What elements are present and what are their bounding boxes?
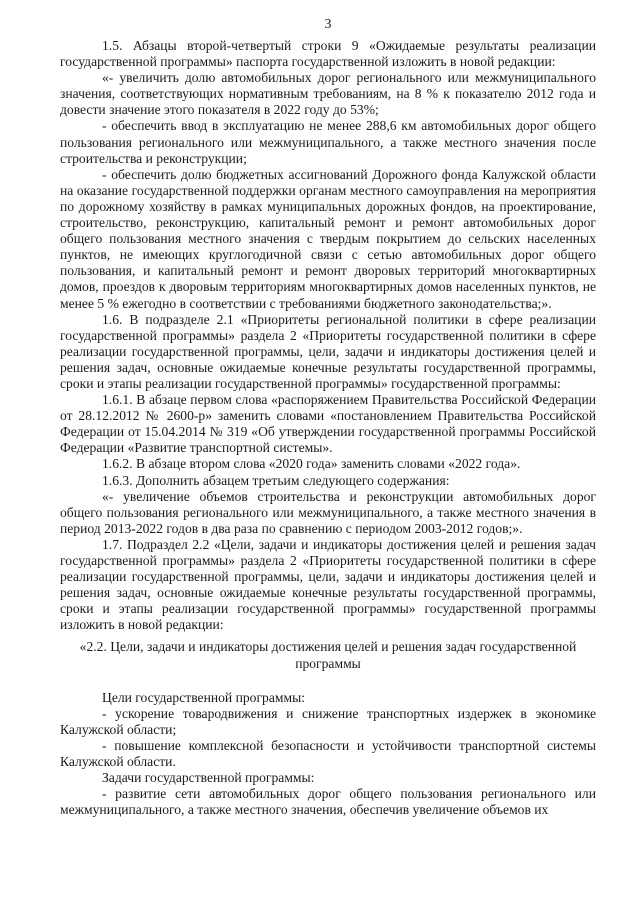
- paragraph-1-7: 1.7. Подраздел 2.2 «Цели, задачи и индикаторы достижения целей и решения задач государственной программы» раздела 2 «Приоритеты государственной политики в сфере реализации государственной программы, цели, задачи и индикаторы достижения целей и решения задач, основные ожидаемые конечные результаты государственной программы, сроки и этапы реализации государственной программы» государственной программы изложить в новой редакции:: [60, 536, 596, 633]
- paragraph-1-6-1: 1.6.1. В абзаце первом слова «распоряжением Правительства Российской Федерации от 28.12.2012 № 2600-р» заменить словами «постановлением Правительства Российской Федерации от 15.04.2014 № 319 «Об утверждении государственной программы Российской Федерации «Развитие транспортной системы».: [60, 392, 596, 456]
- section-heading: «2.2. Цели, задачи и индикаторы достижения целей и решения задач государственной программы: [79, 639, 577, 671]
- paragraph-1-5: 1.5. Абзацы второй-четвертый строки 9 «Ожидаемые результаты реализации государственной программы» паспорта государственной изложить в новой редакции:: [60, 38, 596, 70]
- paragraph-tasks-heading: Задачи государственной программы:: [102, 770, 315, 786]
- paragraph-1-6: 1.6. В подразделе 2.1 «Приоритеты региональной политики в сфере реализации государственной программы» раздела 2 «Приоритеты государственной политики в сфере реализации государственной программы, цели, задачи и индикаторы достижения целей и решения задач, основные ожидаемые конечные результаты государственной программы, сроки и этапы реализации государственной программы» государственной программы:: [60, 311, 596, 391]
- paragraph-ensure-budget-share: - обеспечить долю бюджетных ассигнований Дорожного фонда Калужской области на оказание государственной поддержки органам местного самоуправления на мероприятия по дорожному хозяйству в рамках муниципальных дорожных фондов, на проектирование, строительство, реконструкцию, капитальный ремонт и ремонт автомобильных дорог общего пользования местного значения с твердым покрытием до сельских населенных пунктов, не имеющих круглогодичной связи с сетью автомобильных дорог общего пользования, и капитальный ремонт и ремонт дворовых территорий многоквартирных домов, проездов к дворовым территориям многоквартирных домов населенных пунктов, не менее 5 % ежегодно в соответствии с требованиями бюджетного законодательства;».: [60, 166, 596, 311]
- paragraph-goals-heading: Цели государственной программы:: [102, 689, 305, 705]
- page-number: 3: [324, 17, 332, 32]
- paragraph-quote-increase-volume: «- увеличение объемов строительства и реконструкции автомобильных дорог общего пользования регионального или межмуниципального, а также местного значения в период 2013-2022 годов в два раза по сравнению с периодом 2003-2012 годов;».: [60, 488, 596, 536]
- paragraph-quote-increase-share: «- увеличить долю автомобильных дорог регионального или межмуниципального значения, соответствующих нормативным требованиям, на 8 % к показателю 2012 года и довести значение этого показателя в 2022 году до 53%;: [60, 70, 596, 118]
- paragraph-ensure-commissioning: - обеспечить ввод в эксплуатацию не менее 288,6 км автомобильных дорог общего пользования регионального или межмуниципального, а также местного значения после строительства и реконструкции;: [60, 118, 596, 166]
- paragraph-1-6-3: 1.6.3. Дополнить абзацем третьим следующего содержания:: [102, 472, 450, 488]
- document-body: [60, 38, 596, 818]
- paragraph-goal-2: - повышение комплексной безопасности и устойчивости транспортной системы Калужской области.: [60, 737, 596, 770]
- paragraph-task-1: - развитие сети автомобильных дорог общего пользования регионального или межмуниципального, а также местного значения, обеспечив увеличение объемов их: [60, 786, 596, 818]
- paragraph-1-6-2: 1.6.2. В абзаце втором слова «2020 года» заменить словами «2022 года».: [102, 456, 521, 472]
- paragraph-goal-1: - ускорение товародвижения и снижение транспортных издержек в экономике Калужской области;: [60, 705, 596, 737]
